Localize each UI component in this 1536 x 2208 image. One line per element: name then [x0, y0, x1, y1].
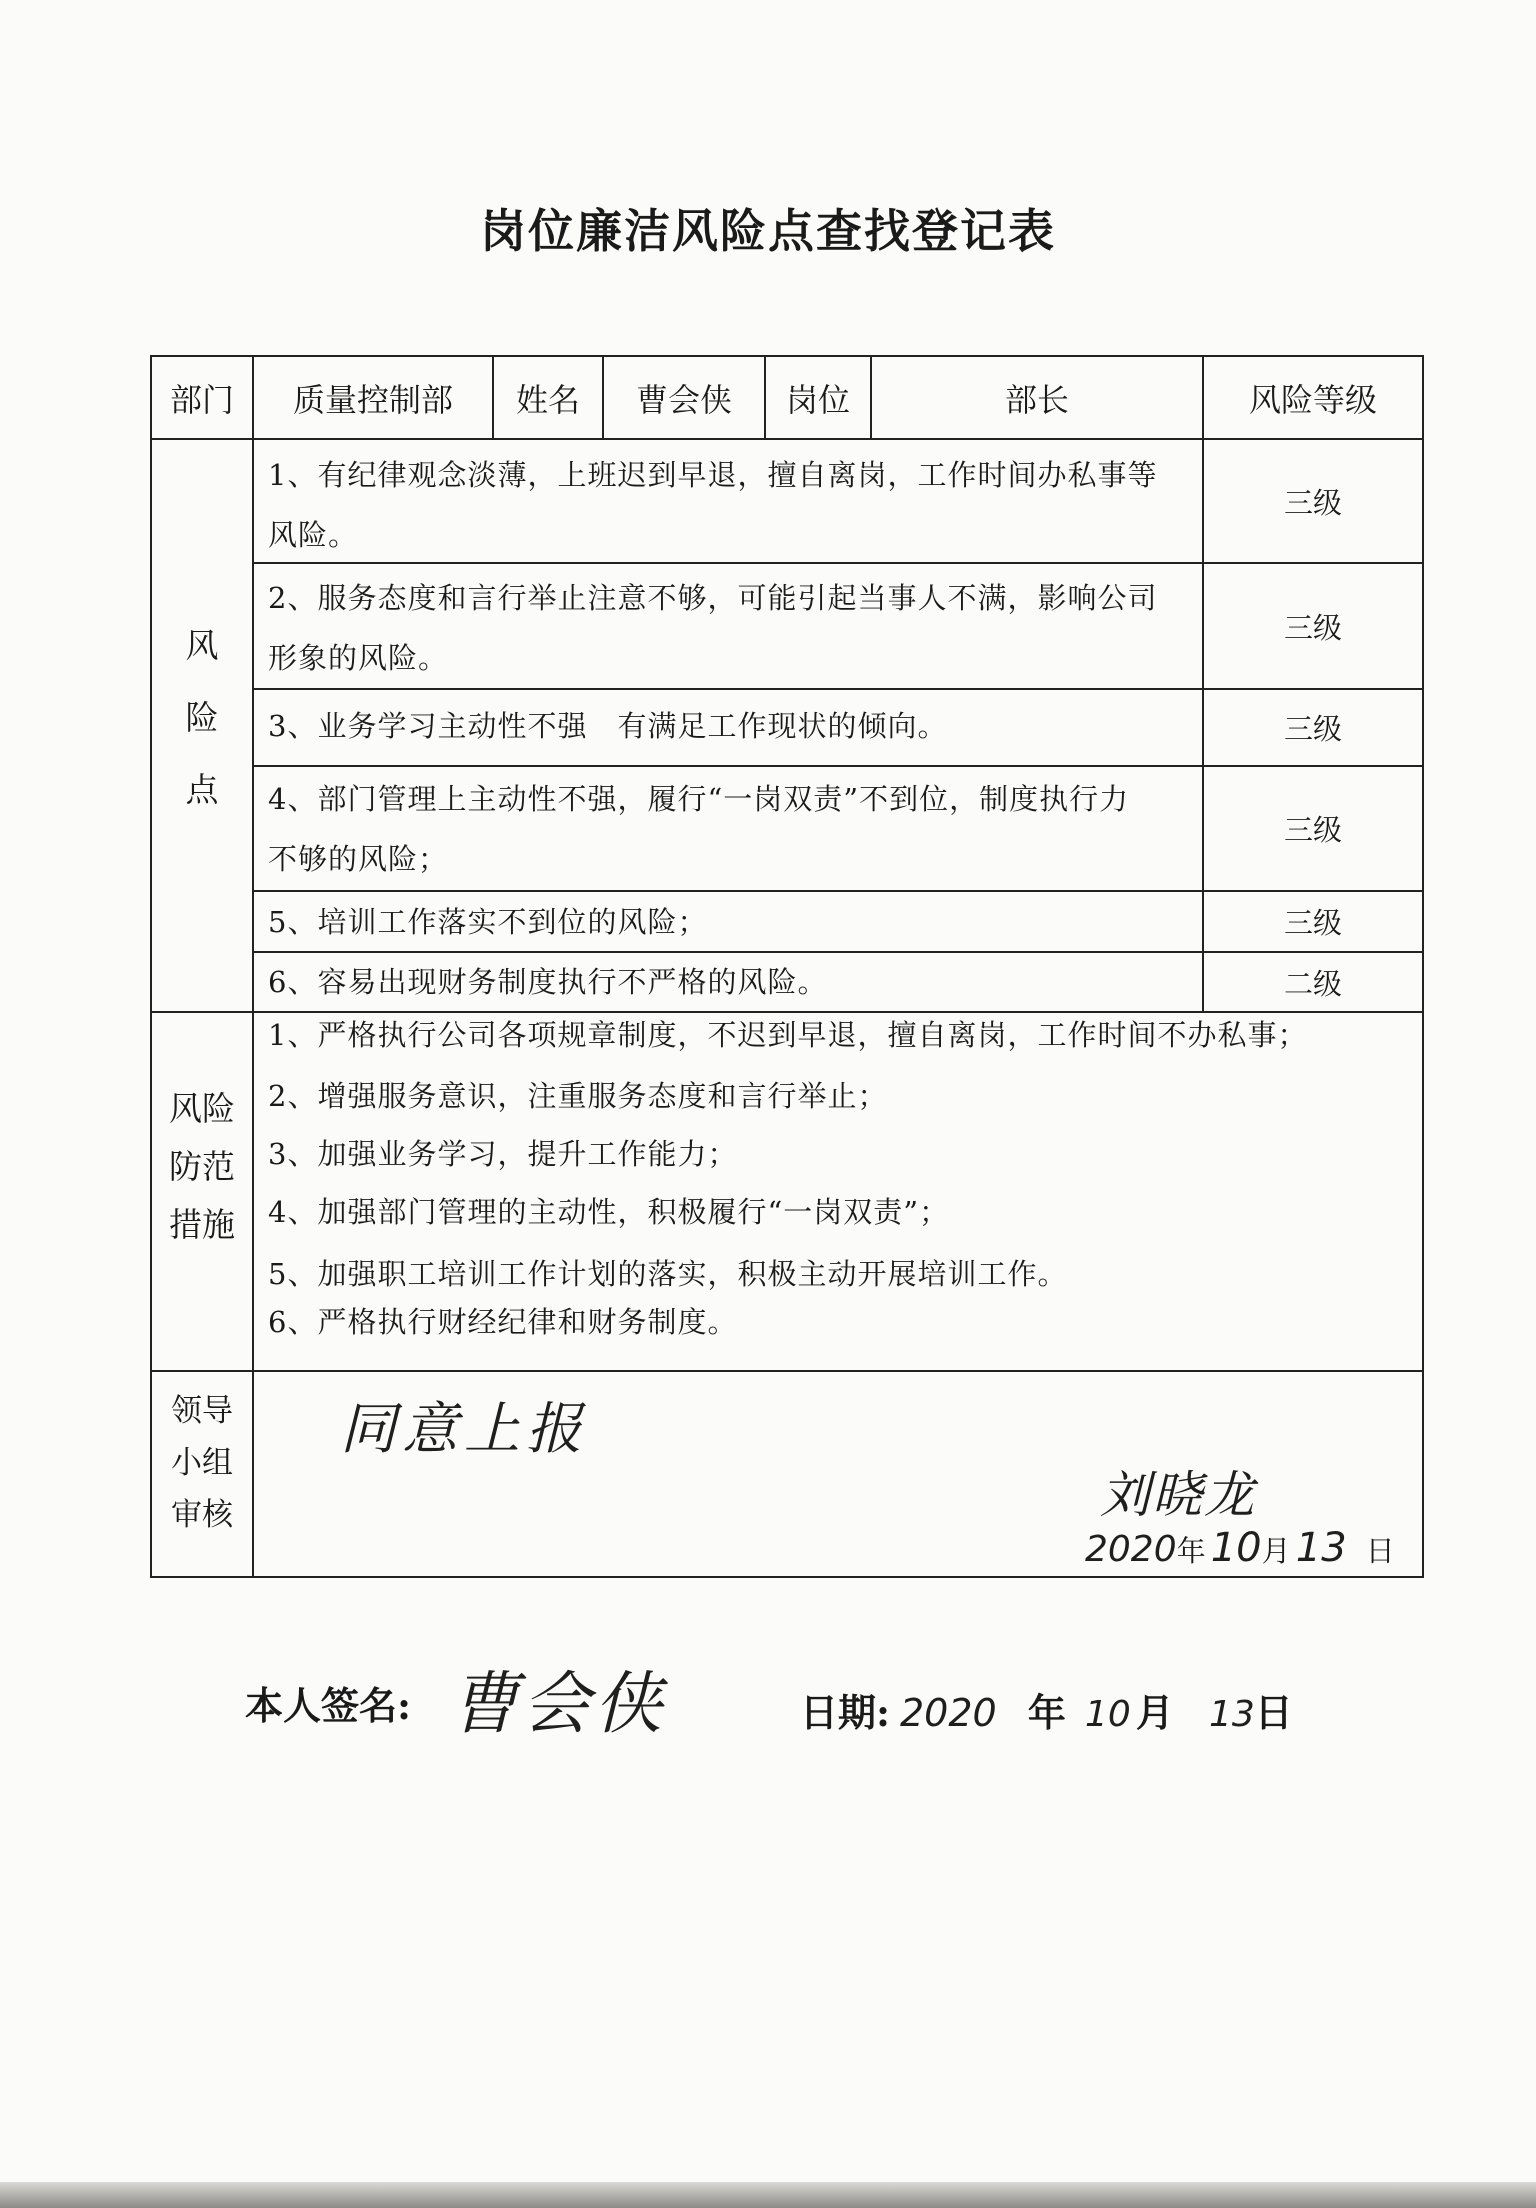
footer-day-char: 日: [1254, 1690, 1293, 1735]
risk-item-text: 形象的风险。: [268, 641, 449, 675]
risk-item-text: 1、有纪律观念淡薄，上班迟到早退，擅自离岗，工作时间办私事等: [268, 458, 1158, 492]
risk-item: [268, 696, 1198, 756]
label-char: 点: [185, 770, 219, 809]
date-label: 日期:: [800, 1690, 891, 1735]
register-table: [150, 355, 1424, 1578]
label-line: 小组: [171, 1445, 233, 1481]
personal-signature: 曹会侠: [450, 1665, 667, 1744]
risk-level-header: 风险等级: [1248, 380, 1377, 419]
risk-item: [268, 892, 1198, 952]
footer-date: [900, 1682, 1293, 1737]
post-label: 岗位: [785, 380, 850, 419]
footer-month: 10: [1084, 1694, 1131, 1735]
risk-level: 三级: [1283, 712, 1342, 746]
footer-year: 2020: [900, 1691, 997, 1735]
label-char: 险: [185, 698, 219, 737]
label-column-divider: [252, 355, 254, 1578]
risk-item-text: 2、服务态度和言行举止注意不够，可能引起当事人不满，影响公司: [268, 581, 1158, 615]
risk-level: 三级: [1283, 813, 1342, 847]
risk-item-text: 不够的风险；: [268, 842, 449, 876]
risk-item: [268, 952, 1198, 1012]
document-title: 岗位廉洁风险点查找登记表: [480, 204, 1056, 258]
leader-review-label: [152, 1385, 252, 1541]
risk-item: [268, 769, 1198, 889]
footer-day: 13: [1208, 1694, 1255, 1735]
measure-item: 4、加强部门管理的主动性，积极履行“一岗双责”；: [268, 1195, 950, 1229]
risk-level: 二级: [1283, 966, 1342, 1001]
risk-level: 三级: [1283, 485, 1342, 520]
prevention-measures-label: [152, 1080, 252, 1254]
reviewer-signature: 刘晓龙: [1100, 1466, 1256, 1524]
dept-label: 部门: [169, 380, 234, 419]
footer-year-char: 年: [1027, 1690, 1066, 1735]
measure-item: 1、严格执行公司各项规章制度，不迟到早退，擅自离岗，工作时间不办私事；: [268, 1018, 1308, 1052]
label-line: 措施: [169, 1205, 235, 1244]
review-date-month-char: 月: [1261, 1534, 1291, 1568]
review-date-day-char: 日: [1365, 1534, 1395, 1568]
table-border-right: [1422, 355, 1424, 1578]
review-date-month: 10: [1210, 1525, 1262, 1571]
risk-level: 三级: [1283, 906, 1342, 940]
name-label: 姓名: [515, 380, 580, 419]
measure-item: 2、增强服务意识，注重服务态度和言行举止；: [268, 1079, 888, 1113]
page-edge-shadow: [0, 2182, 1536, 2208]
review-date-year: 2020: [1085, 1529, 1177, 1570]
risk-item-text: 5、培训工作落实不到位的风险；: [268, 905, 708, 939]
risk-item-text: 4、部门管理上主动性不强，履行“一岗双责”不到位，制度执行力: [268, 782, 1130, 816]
signature-label: 本人签名:: [245, 1683, 412, 1728]
risk-item-text: 风险。: [268, 518, 359, 552]
table-border-bottom: [150, 1576, 1424, 1578]
label-line: 审核: [171, 1497, 233, 1533]
risk-item-text: 6、容易出现财务制度执行不严格的风险。: [268, 965, 828, 999]
risk-item: [268, 445, 1198, 565]
label-line: 领导: [171, 1393, 233, 1429]
name-value: 曹会侠: [635, 380, 732, 419]
risk-points-label: [152, 615, 252, 831]
measure-item: 6、严格执行财经纪律和财务制度。: [268, 1305, 738, 1339]
measure-item: 3、加强业务学习，提升工作能力；: [268, 1137, 738, 1171]
footer-month-char: 月: [1135, 1690, 1174, 1735]
dept-value: 质量控制部: [292, 380, 453, 419]
label-line: 风险: [169, 1089, 235, 1128]
review-date-day: 13: [1295, 1525, 1347, 1571]
review-date-year-char: 年: [1176, 1534, 1206, 1568]
risk-level: 三级: [1283, 610, 1342, 645]
review-date: [1085, 1525, 1395, 1571]
label-char: 风: [185, 626, 219, 665]
risk-item: [268, 568, 1198, 688]
post-value: 部长: [1004, 380, 1069, 419]
measures-section-divider: [150, 1370, 1424, 1372]
label-line: 防范: [169, 1147, 235, 1186]
risk-item-text: 3、业务学习主动性不强 有满足工作现状的倾向。: [268, 709, 948, 743]
measure-item: 5、加强职工培训工作计划的落实，积极主动开展培训工作。: [268, 1257, 1068, 1291]
review-comment-handwriting: 同意上报: [340, 1397, 588, 1462]
